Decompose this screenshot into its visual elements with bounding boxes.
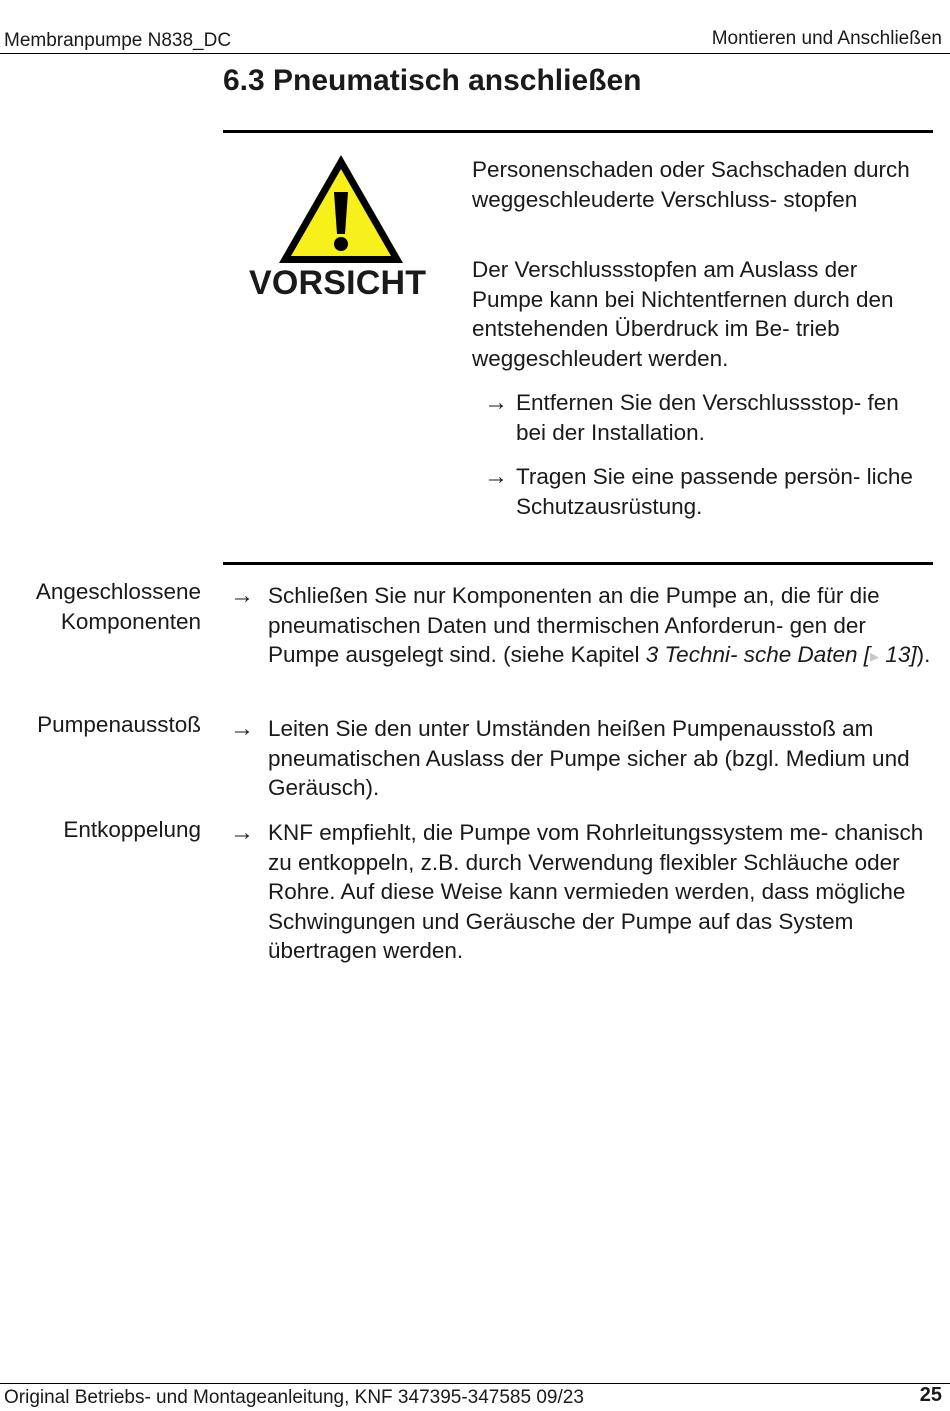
header-divider	[0, 53, 950, 54]
instruction-item	[230, 818, 935, 966]
instruction-item	[230, 714, 935, 803]
chapter-reference-link[interactable]: 3 Techni- sche Daten [▸ 13]	[645, 642, 917, 668]
header-chapter: Montieren und Anschließen	[711, 28, 942, 49]
page-number: 25	[919, 1384, 942, 1406]
hazard-body: Der Verschlussstopfen am Auslass der Pumpe kann bei Nichtentfernen durch den entstehenden Überdruck im Be- trieb weggeschleudert werden.	[472, 257, 894, 371]
margin-label-decoupling: Entkoppelung	[63, 817, 201, 842]
arrow-right-icon: →	[230, 819, 254, 846]
triangle-right-icon: ▸	[870, 646, 880, 667]
instruction-item	[230, 581, 935, 672]
arrow-right-icon: →	[484, 389, 508, 416]
signal-word: VORSICHT	[249, 264, 427, 302]
warning-step	[484, 462, 932, 521]
warning-step-text: Entfernen Sie den Verschlussstop- fen bei der Installation.	[516, 390, 899, 445]
hazard-title: Personenschaden oder Sachschaden durch weggeschleuderte Verschluss- stopfen	[472, 157, 910, 212]
warning-top-rule	[223, 130, 933, 133]
instruction-text: Leiten Sie den unter Umständen heißen Pumpenausstoß am pneumatischen Auslass der Pumpe sicher ab (bzgl. Medium und Geräusch).	[268, 716, 910, 801]
arrow-right-icon: →	[230, 715, 254, 742]
section-title: 6.3 Pneumatisch anschließen	[223, 64, 642, 97]
warning-bottom-rule	[223, 562, 933, 565]
arrow-right-icon: →	[230, 582, 254, 609]
footer-doc-reference: Original Betriebs- und Montageanleitung, KNF 347395-347585 09/23	[4, 1387, 584, 1408]
instruction-text: Schließen Sie nur Komponenten an die Pumpe an, die für die pneumatischen Daten und thermischen Anforderun- gen der Pumpe ausgelegt sind. (siehe Kapitel 3 Techni- sche Daten [▸ 13]).	[268, 583, 931, 668]
instruction-text: KNF empfiehlt, die Pumpe vom Rohrleitungssystem me- chanisch zu entkoppeln, z.B. durch Verwendung flexibler Schläuche oder Rohre. Auf diese Weise kann vermieden werden, dass mögliche Schwingungen und Geräusche der Pumpe auf das System übertragen werden.	[268, 820, 924, 964]
header-doc-title: Membranpumpe N838_DC	[4, 30, 232, 51]
margin-label-exhaust: Pumpenausstoß	[37, 712, 201, 737]
warning-step-text: Tragen Sie eine passende persön- liche Schutzausrüstung.	[516, 464, 913, 519]
footer-divider	[0, 1383, 950, 1384]
warning-step	[484, 388, 932, 447]
warning-triangle-icon	[276, 152, 406, 267]
margin-label-components: Angeschlossene Komponenten	[35, 579, 201, 634]
arrow-right-icon: →	[484, 463, 508, 490]
